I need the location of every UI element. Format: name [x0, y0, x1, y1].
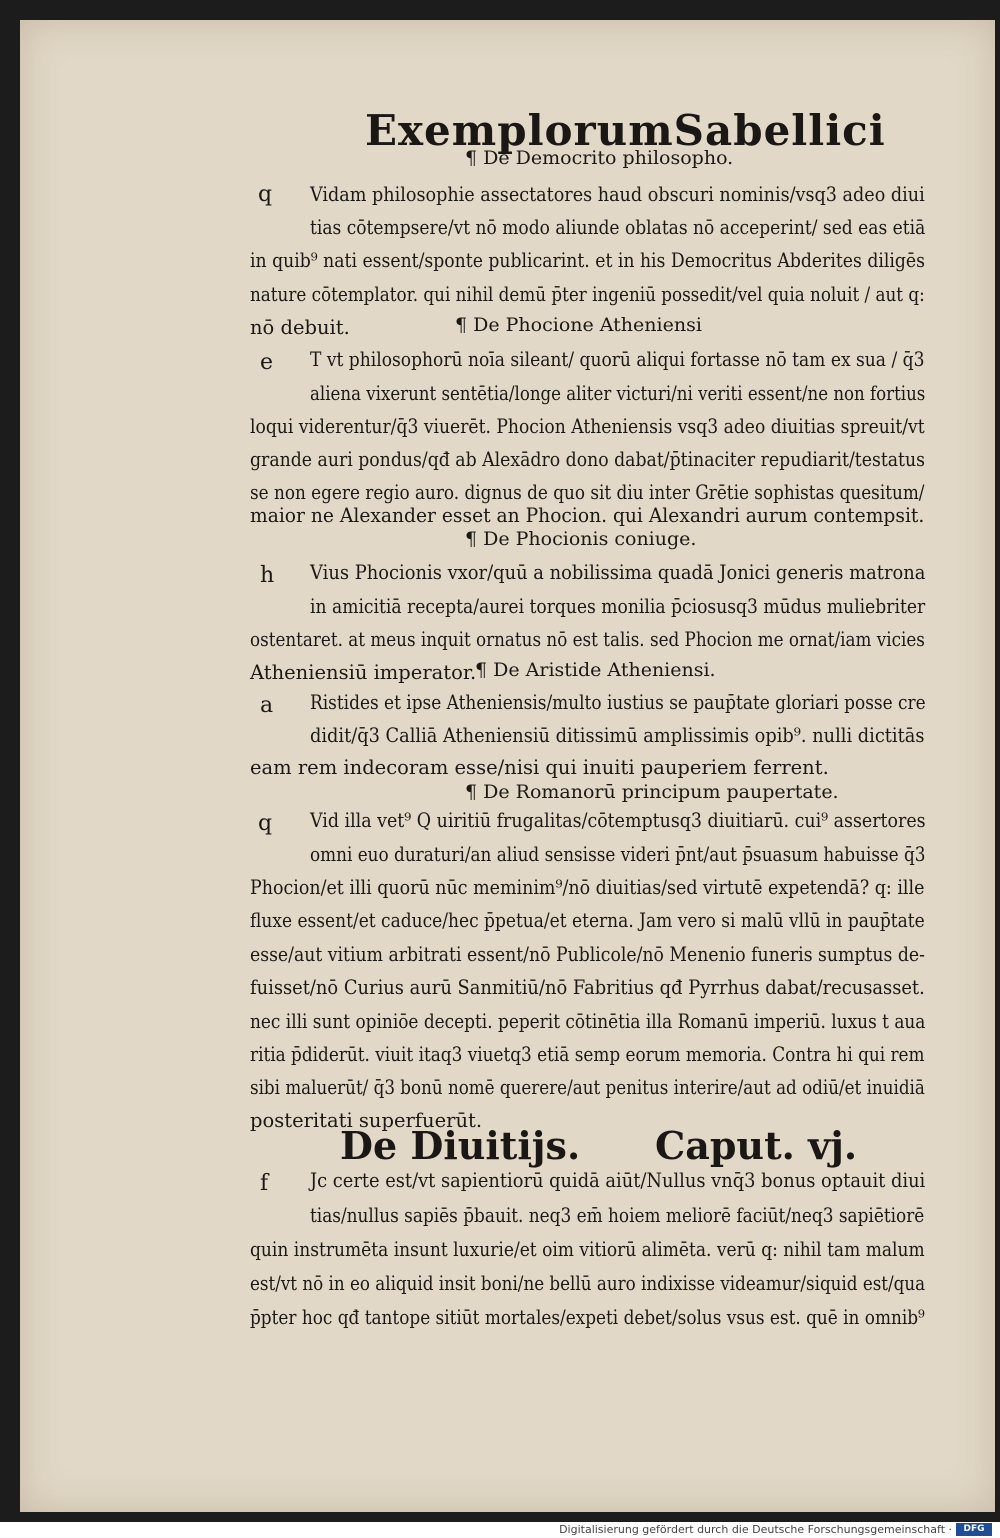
- text-line: omni euo duraturi/an aliud sensisse videri p̄nt/aut p̄suasum habuisse q̄3: [310, 843, 926, 866]
- text-line: Vius Phocionis vxor/quū a nobilissima quadā Jonici generis matrona: [310, 561, 926, 584]
- text-line: fuisset/nō Curius aurū Sanmitiū/nō Fabritius qđ Pyrrhus dabat/recusasset.: [250, 976, 925, 999]
- text-line: in quib⁹ nati essent/sponte publicarint. et in his Democritus Abderites diligēs: [250, 249, 925, 272]
- text-line: nec illi sunt opiniōe decepti. peperit cōtinētia illa Romanū imperiū. luxus t aua: [250, 1010, 926, 1033]
- text-line: ritia p̄diderūt. viuit itaq3 viuetq3 etiā semp eorum memoria. Contra hi qui rem: [250, 1043, 925, 1066]
- text-line: nature cōtemplator. qui nihil demū p̄ter ingeniū possedit/vel quia noluit / aut q:: [250, 283, 925, 306]
- dfg-logo: DFG: [956, 1523, 992, 1536]
- text-line: ostentaret. at meus inquit ornatus nō est talis. sed Phocion me ornat/iam vicies: [250, 628, 925, 651]
- text-line: didit/q̄3 Calliā Atheniensiū ditissimū amplissimis opib⁹. nulli dictitās: [310, 724, 925, 747]
- section-heading: ¶ De Phocione Atheniensi: [455, 314, 702, 336]
- guide-letter: a: [260, 693, 274, 718]
- digitization-footer: [0, 1522, 1000, 1538]
- text-line: Ristides et ipse Atheniensis/multo iustius se paup̄tate gloriari posse cre: [310, 691, 926, 714]
- text-line: Atheniensiū imperator.: [250, 661, 477, 684]
- text-line: posteritati superfuerūt.: [250, 1109, 483, 1132]
- text-line: T vt philosophorū noīa sileant/ quorū aliqui fortasse nō tam ex sua / q̄3: [310, 348, 925, 371]
- text-line: se non egere regio auro. dignus de quo sit diu inter Grētie sophistas quesitum/: [250, 481, 925, 504]
- text-line: nō debuit.: [250, 316, 350, 339]
- text-line: Phocion/et illi quorū nūc meminim⁹/nō diuitias/sed virtutē expetendā? q: ille: [250, 876, 925, 899]
- text-line: grande auri pondus/qđ ab Alexādro dono dabat/p̄tinaciter repudiarit/testatus: [250, 448, 925, 471]
- text-line: maior ne Alexander esset an Phocion. qui Alexandri aurum contempsit.: [250, 504, 925, 527]
- text-line: eam rem indecoram esse/nisi qui inuiti pauperiem ferrent.: [250, 756, 829, 779]
- text-line: est/vt nō in eo aliquid insit boni/ne bellū auro indixisse videamur/siquid est/qua: [250, 1272, 926, 1295]
- section-heading: ¶ De Aristide Atheniensi.: [475, 659, 716, 681]
- header-left: Exemplorum: [365, 106, 674, 155]
- text-line: loqui viderentur/q̄3 viuerēt. Phocion Atheniensis vsq3 adeo diuitias spreuit/vt: [250, 415, 925, 438]
- chapter-number: Caput. vj.: [655, 1123, 858, 1168]
- funding-notice: Digitalisierung gefördert durch die Deutsche Forschungsgemeinschaft ·: [559, 1523, 952, 1536]
- text-line: tias cōtempsere/vt nō modo aliunde oblatas nō acceperint/ sed eas etiā: [310, 216, 926, 239]
- text-line: p̄pter hoc qđ tantope sitiūt mortales/expeti debet/solus vsus est. quē in omnib⁹: [250, 1306, 925, 1329]
- section-heading: ¶ De Phocionis coniuge.: [465, 528, 697, 550]
- text-line: aliena vixerunt sentētia/longe aliter victuri/ni veriti essent/ne non fortius: [310, 382, 926, 405]
- text-line: Vid illa vet⁹ Q uiritiū frugalitas/cōtemptusq3 diuitiarū. cui⁹ assertores: [310, 809, 926, 832]
- text-line: fluxe essent/et caduce/hec p̄petua/et eterna. Jam vero si malū vllū in paup̄tate: [250, 909, 925, 932]
- text-line: sibi maluerūt/ q̄3 bonū nomē querere/aut penitus interire/aut ad odiū/et inuidiā: [250, 1076, 925, 1099]
- guide-letter: e: [260, 350, 274, 375]
- guide-letter: f: [260, 1171, 269, 1196]
- header-right: Sabellici: [673, 106, 886, 155]
- section-heading: ¶ De Democrito philosopho.: [465, 147, 734, 169]
- guide-letter: q: [258, 811, 273, 836]
- chapter-title: De Diuitijs.: [340, 1123, 581, 1168]
- section-heading: ¶ De Romanorū principum paupertate.: [465, 781, 839, 803]
- text-line: Jc certe est/vt sapientiorū quidā aiūt/Nullus vnq̄3 bonus optauit diui: [310, 1169, 926, 1192]
- guide-letter: h: [260, 563, 275, 588]
- guide-letter: q: [258, 182, 273, 207]
- text-line: quin instrumēta insunt luxurie/et oim vitiorū alimēta. verū q: nihil tam malum: [250, 1238, 925, 1261]
- book-page: [20, 20, 995, 1512]
- text-line: tias/nullus sapiēs p̄bauit. neq3 em̄ hoiem meliorē faciūt/neq3 sapiētiorē: [310, 1204, 925, 1227]
- text-line: esse/aut vitium arbitrati essent/nō Publicole/nō Menenio funeris sumptus de-: [250, 943, 925, 966]
- text-line: Vidam philosophie assectatores haud obscuri nominis/vsq3 adeo diui: [310, 183, 925, 206]
- text-line: in amicitiā recepta/aurei torques monilia p̄ciosusq3 mūdus muliebriter: [310, 595, 926, 618]
